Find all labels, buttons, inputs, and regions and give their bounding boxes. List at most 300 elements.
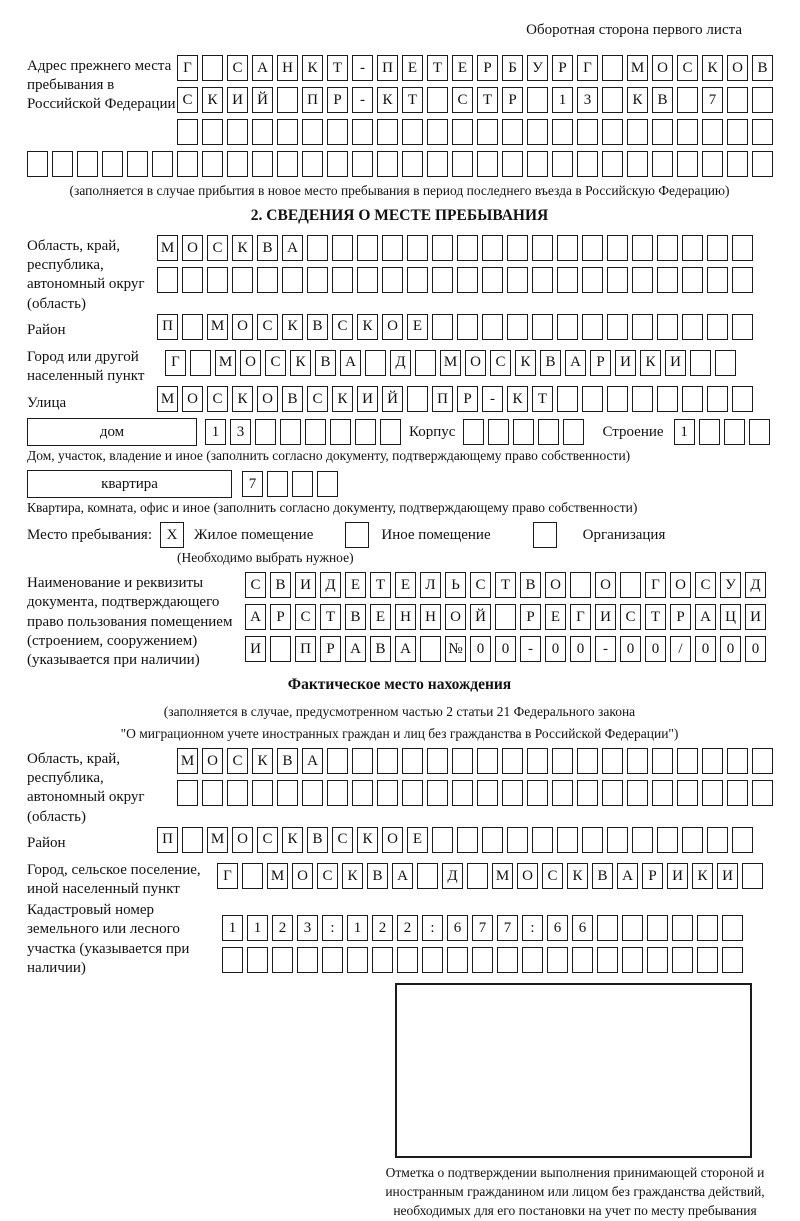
char-cell[interactable] xyxy=(647,915,668,941)
char-cell[interactable]: 0 xyxy=(545,636,566,662)
char-cell[interactable] xyxy=(507,267,528,293)
char-cell[interactable] xyxy=(647,947,668,973)
char-cell[interactable]: А xyxy=(392,863,413,889)
char-cell[interactable] xyxy=(627,119,648,145)
char-cell[interactable] xyxy=(607,314,628,340)
char-cell[interactable] xyxy=(432,314,453,340)
char-cell[interactable] xyxy=(477,748,498,774)
char-cell[interactable]: - xyxy=(482,386,503,412)
char-cell[interactable] xyxy=(582,314,603,340)
char-cell[interactable] xyxy=(652,119,673,145)
checkbox-inoe[interactable] xyxy=(345,522,369,548)
char-cell[interactable] xyxy=(277,780,298,806)
char-cell[interactable]: 1 xyxy=(552,87,573,113)
char-cell[interactable]: Г xyxy=(165,350,186,376)
char-cell[interactable] xyxy=(582,235,603,261)
char-cell[interactable] xyxy=(482,314,503,340)
kvartira-box[interactable]: квартира xyxy=(27,470,232,498)
char-cell[interactable] xyxy=(602,87,623,113)
char-cell[interactable] xyxy=(752,748,773,774)
char-cell[interactable]: 7 xyxy=(472,915,493,941)
char-cell[interactable] xyxy=(257,267,278,293)
char-cell[interactable] xyxy=(477,151,498,177)
char-cell[interactable] xyxy=(327,780,348,806)
char-cell[interactable]: Г xyxy=(217,863,238,889)
char-cell[interactable]: С xyxy=(490,350,511,376)
char-cell[interactable] xyxy=(532,314,553,340)
char-cell[interactable]: В xyxy=(315,350,336,376)
char-cell[interactable] xyxy=(627,151,648,177)
char-cell[interactable]: У xyxy=(720,572,741,598)
char-cell[interactable] xyxy=(297,947,318,973)
char-cell[interactable]: У xyxy=(527,55,548,81)
char-cell[interactable] xyxy=(282,267,303,293)
char-cell[interactable] xyxy=(607,827,628,853)
char-cell[interactable] xyxy=(382,235,403,261)
char-cell[interactable] xyxy=(632,267,653,293)
char-cell[interactable] xyxy=(682,235,703,261)
char-cell[interactable]: Т xyxy=(645,604,666,630)
char-cell[interactable] xyxy=(227,151,248,177)
char-cell[interactable]: Д xyxy=(320,572,341,598)
char-cell[interactable]: К xyxy=(232,386,253,412)
char-cell[interactable] xyxy=(502,151,523,177)
char-cell[interactable] xyxy=(657,827,678,853)
char-cell[interactable] xyxy=(572,947,593,973)
char-cell[interactable]: 3 xyxy=(230,419,251,445)
char-cell[interactable] xyxy=(707,235,728,261)
char-cell[interactable] xyxy=(527,151,548,177)
char-cell[interactable] xyxy=(682,386,703,412)
char-cell[interactable] xyxy=(727,87,748,113)
char-cell[interactable] xyxy=(477,119,498,145)
char-cell[interactable]: С xyxy=(257,314,278,340)
char-cell[interactable] xyxy=(602,119,623,145)
char-cell[interactable] xyxy=(602,780,623,806)
char-cell[interactable]: Р xyxy=(552,55,573,81)
char-cell[interactable]: А xyxy=(565,350,586,376)
char-cell[interactable]: - xyxy=(352,87,373,113)
char-cell[interactable]: 0 xyxy=(745,636,766,662)
char-cell[interactable]: Е xyxy=(407,827,428,853)
char-cell[interactable] xyxy=(252,119,273,145)
char-cell[interactable]: К xyxy=(357,314,378,340)
char-cell[interactable]: 1 xyxy=(674,419,695,445)
char-cell[interactable] xyxy=(527,780,548,806)
char-cell[interactable] xyxy=(627,780,648,806)
char-cell[interactable] xyxy=(327,151,348,177)
char-cell[interactable]: К xyxy=(515,350,536,376)
char-cell[interactable] xyxy=(632,314,653,340)
char-cell[interactable]: А xyxy=(282,235,303,261)
char-cell[interactable]: М xyxy=(440,350,461,376)
char-cell[interactable]: Т xyxy=(477,87,498,113)
char-cell[interactable] xyxy=(522,947,543,973)
char-cell[interactable]: Б xyxy=(502,55,523,81)
char-cell[interactable]: Д xyxy=(745,572,766,598)
char-cell[interactable] xyxy=(252,151,273,177)
char-cell[interactable] xyxy=(577,748,598,774)
char-cell[interactable] xyxy=(270,636,291,662)
char-cell[interactable] xyxy=(732,314,753,340)
char-cell[interactable] xyxy=(472,947,493,973)
char-cell[interactable] xyxy=(182,827,203,853)
char-cell[interactable] xyxy=(532,827,553,853)
char-cell[interactable] xyxy=(697,915,718,941)
char-cell[interactable] xyxy=(577,119,598,145)
char-cell[interactable]: А xyxy=(340,350,361,376)
char-cell[interactable]: П xyxy=(295,636,316,662)
char-cell[interactable] xyxy=(752,780,773,806)
char-cell[interactable]: С xyxy=(177,87,198,113)
char-cell[interactable]: М xyxy=(215,350,236,376)
char-cell[interactable]: В xyxy=(277,748,298,774)
char-cell[interactable]: 1 xyxy=(347,915,368,941)
char-cell[interactable]: 7 xyxy=(702,87,723,113)
char-cell[interactable]: П xyxy=(302,87,323,113)
char-cell[interactable]: Ь xyxy=(445,572,466,598)
char-cell[interactable]: В xyxy=(370,636,391,662)
char-cell[interactable]: А xyxy=(617,863,638,889)
char-cell[interactable] xyxy=(652,748,673,774)
char-cell[interactable]: О xyxy=(595,572,616,598)
char-cell[interactable] xyxy=(597,915,618,941)
char-cell[interactable] xyxy=(477,780,498,806)
char-cell[interactable]: С xyxy=(470,572,491,598)
char-cell[interactable] xyxy=(532,235,553,261)
char-cell[interactable] xyxy=(557,235,578,261)
char-cell[interactable]: Д xyxy=(442,863,463,889)
char-cell[interactable] xyxy=(547,947,568,973)
char-cell[interactable]: К xyxy=(282,827,303,853)
char-cell[interactable] xyxy=(702,780,723,806)
char-cell[interactable]: С xyxy=(227,748,248,774)
char-cell[interactable]: О xyxy=(232,827,253,853)
char-cell[interactable]: К xyxy=(377,87,398,113)
char-cell[interactable]: 3 xyxy=(577,87,598,113)
char-cell[interactable]: № xyxy=(445,636,466,662)
char-cell[interactable] xyxy=(357,235,378,261)
char-cell[interactable]: 0 xyxy=(495,636,516,662)
char-cell[interactable] xyxy=(677,119,698,145)
char-cell[interactable] xyxy=(482,827,503,853)
char-cell[interactable]: 0 xyxy=(645,636,666,662)
char-cell[interactable] xyxy=(427,748,448,774)
char-cell[interactable]: С xyxy=(295,604,316,630)
char-cell[interactable] xyxy=(152,151,173,177)
char-cell[interactable] xyxy=(752,119,773,145)
char-cell[interactable] xyxy=(177,780,198,806)
char-cell[interactable] xyxy=(607,386,628,412)
char-cell[interactable]: 0 xyxy=(695,636,716,662)
char-cell[interactable]: М xyxy=(157,386,178,412)
char-cell[interactable] xyxy=(452,151,473,177)
char-cell[interactable] xyxy=(380,419,401,445)
char-cell[interactable] xyxy=(727,780,748,806)
char-cell[interactable] xyxy=(727,748,748,774)
char-cell[interactable]: 2 xyxy=(372,915,393,941)
char-cell[interactable] xyxy=(602,748,623,774)
char-cell[interactable] xyxy=(507,235,528,261)
char-cell[interactable]: Р xyxy=(477,55,498,81)
char-cell[interactable] xyxy=(502,119,523,145)
char-cell[interactable] xyxy=(317,471,338,497)
char-cell[interactable]: К xyxy=(507,386,528,412)
char-cell[interactable] xyxy=(552,780,573,806)
char-cell[interactable]: О xyxy=(257,386,278,412)
char-cell[interactable]: О xyxy=(652,55,673,81)
char-cell[interactable] xyxy=(463,419,484,445)
char-cell[interactable] xyxy=(352,151,373,177)
char-cell[interactable]: Н xyxy=(420,604,441,630)
char-cell[interactable]: Й xyxy=(470,604,491,630)
char-cell[interactable]: С xyxy=(452,87,473,113)
char-cell[interactable]: В xyxy=(345,604,366,630)
char-cell[interactable] xyxy=(732,235,753,261)
char-cell[interactable]: Т xyxy=(370,572,391,598)
char-cell[interactable]: 0 xyxy=(620,636,641,662)
char-cell[interactable]: Т xyxy=(402,87,423,113)
char-cell[interactable] xyxy=(563,419,584,445)
char-cell[interactable] xyxy=(538,419,559,445)
char-cell[interactable]: / xyxy=(670,636,691,662)
char-cell[interactable] xyxy=(752,151,773,177)
char-cell[interactable] xyxy=(222,947,243,973)
char-cell[interactable]: С xyxy=(245,572,266,598)
char-cell[interactable] xyxy=(657,235,678,261)
char-cell[interactable] xyxy=(722,915,743,941)
char-cell[interactable] xyxy=(182,314,203,340)
char-cell[interactable]: В xyxy=(270,572,291,598)
char-cell[interactable] xyxy=(677,151,698,177)
char-cell[interactable] xyxy=(252,780,273,806)
char-cell[interactable]: И xyxy=(745,604,766,630)
char-cell[interactable] xyxy=(697,947,718,973)
char-cell[interactable]: 1 xyxy=(247,915,268,941)
char-cell[interactable] xyxy=(267,471,288,497)
char-cell[interactable] xyxy=(77,151,98,177)
char-cell[interactable]: О xyxy=(382,314,403,340)
char-cell[interactable] xyxy=(532,267,553,293)
char-cell[interactable] xyxy=(657,386,678,412)
char-cell[interactable]: : xyxy=(422,915,443,941)
char-cell[interactable]: И xyxy=(227,87,248,113)
char-cell[interactable]: О xyxy=(240,350,261,376)
char-cell[interactable]: В xyxy=(282,386,303,412)
char-cell[interactable] xyxy=(702,119,723,145)
char-cell[interactable] xyxy=(732,267,753,293)
char-cell[interactable]: О xyxy=(182,235,203,261)
char-cell[interactable] xyxy=(502,780,523,806)
char-cell[interactable]: К xyxy=(640,350,661,376)
char-cell[interactable] xyxy=(242,863,263,889)
char-cell[interactable]: : xyxy=(522,915,543,941)
char-cell[interactable] xyxy=(672,947,693,973)
char-cell[interactable] xyxy=(427,780,448,806)
char-cell[interactable]: Т xyxy=(495,572,516,598)
char-cell[interactable] xyxy=(227,119,248,145)
char-cell[interactable]: Н xyxy=(277,55,298,81)
char-cell[interactable] xyxy=(482,267,503,293)
char-cell[interactable]: С xyxy=(695,572,716,598)
char-cell[interactable]: М xyxy=(157,235,178,261)
char-cell[interactable]: С xyxy=(227,55,248,81)
char-cell[interactable]: К xyxy=(252,748,273,774)
char-cell[interactable] xyxy=(402,119,423,145)
char-cell[interactable]: 6 xyxy=(447,915,468,941)
char-cell[interactable] xyxy=(417,863,438,889)
char-cell[interactable] xyxy=(330,419,351,445)
char-cell[interactable] xyxy=(727,119,748,145)
char-cell[interactable] xyxy=(570,572,591,598)
char-cell[interactable] xyxy=(277,119,298,145)
char-cell[interactable]: Т xyxy=(532,386,553,412)
char-cell[interactable]: К xyxy=(692,863,713,889)
char-cell[interactable]: К xyxy=(232,235,253,261)
char-cell[interactable]: В xyxy=(307,314,328,340)
char-cell[interactable]: К xyxy=(567,863,588,889)
char-cell[interactable] xyxy=(657,267,678,293)
char-cell[interactable] xyxy=(652,151,673,177)
char-cell[interactable]: Й xyxy=(382,386,403,412)
char-cell[interactable]: С xyxy=(207,386,228,412)
char-cell[interactable] xyxy=(627,748,648,774)
char-cell[interactable] xyxy=(632,386,653,412)
char-cell[interactable] xyxy=(427,151,448,177)
char-cell[interactable] xyxy=(632,827,653,853)
char-cell[interactable] xyxy=(577,780,598,806)
char-cell[interactable]: Т xyxy=(427,55,448,81)
char-cell[interactable] xyxy=(707,267,728,293)
char-cell[interactable]: - xyxy=(595,636,616,662)
char-cell[interactable] xyxy=(305,419,326,445)
char-cell[interactable] xyxy=(202,55,223,81)
char-cell[interactable] xyxy=(190,350,211,376)
char-cell[interactable] xyxy=(724,419,745,445)
char-cell[interactable] xyxy=(742,863,763,889)
char-cell[interactable]: К xyxy=(290,350,311,376)
char-cell[interactable]: И xyxy=(295,572,316,598)
char-cell[interactable]: П xyxy=(432,386,453,412)
char-cell[interactable] xyxy=(407,267,428,293)
char-cell[interactable]: О xyxy=(545,572,566,598)
char-cell[interactable] xyxy=(427,87,448,113)
char-cell[interactable]: К xyxy=(627,87,648,113)
char-cell[interactable]: М xyxy=(177,748,198,774)
char-cell[interactable]: Д xyxy=(390,350,411,376)
char-cell[interactable]: М xyxy=(627,55,648,81)
char-cell[interactable]: Л xyxy=(420,572,441,598)
char-cell[interactable]: В xyxy=(520,572,541,598)
char-cell[interactable]: 6 xyxy=(547,915,568,941)
char-cell[interactable] xyxy=(302,151,323,177)
char-cell[interactable]: Г xyxy=(177,55,198,81)
char-cell[interactable]: Е xyxy=(370,604,391,630)
char-cell[interactable] xyxy=(552,151,573,177)
char-cell[interactable] xyxy=(682,314,703,340)
char-cell[interactable]: : xyxy=(322,915,343,941)
char-cell[interactable] xyxy=(332,235,353,261)
char-cell[interactable]: И xyxy=(665,350,686,376)
char-cell[interactable] xyxy=(715,350,736,376)
char-cell[interactable]: Р xyxy=(270,604,291,630)
char-cell[interactable]: В xyxy=(307,827,328,853)
char-cell[interactable] xyxy=(420,636,441,662)
char-cell[interactable] xyxy=(397,947,418,973)
char-cell[interactable] xyxy=(452,780,473,806)
char-cell[interactable]: 2 xyxy=(397,915,418,941)
char-cell[interactable]: С xyxy=(207,235,228,261)
char-cell[interactable] xyxy=(707,314,728,340)
char-cell[interactable] xyxy=(722,947,743,973)
char-cell[interactable] xyxy=(602,55,623,81)
checkbox-zhiloe[interactable]: X xyxy=(160,522,184,548)
char-cell[interactable] xyxy=(457,314,478,340)
char-cell[interactable]: И xyxy=(615,350,636,376)
char-cell[interactable] xyxy=(202,119,223,145)
char-cell[interactable] xyxy=(607,235,628,261)
char-cell[interactable] xyxy=(127,151,148,177)
char-cell[interactable] xyxy=(357,267,378,293)
char-cell[interactable]: О xyxy=(202,748,223,774)
char-cell[interactable]: К xyxy=(357,827,378,853)
char-cell[interactable]: 6 xyxy=(572,915,593,941)
char-cell[interactable]: О xyxy=(465,350,486,376)
char-cell[interactable] xyxy=(622,947,643,973)
char-cell[interactable] xyxy=(707,386,728,412)
char-cell[interactable] xyxy=(347,947,368,973)
char-cell[interactable] xyxy=(727,151,748,177)
char-cell[interactable] xyxy=(202,780,223,806)
char-cell[interactable]: Е xyxy=(402,55,423,81)
char-cell[interactable]: 1 xyxy=(205,419,226,445)
char-cell[interactable]: В xyxy=(367,863,388,889)
char-cell[interactable] xyxy=(482,235,503,261)
char-cell[interactable] xyxy=(752,87,773,113)
char-cell[interactable] xyxy=(307,267,328,293)
char-cell[interactable]: А xyxy=(695,604,716,630)
char-cell[interactable]: О xyxy=(517,863,538,889)
char-cell[interactable] xyxy=(182,267,203,293)
char-cell[interactable] xyxy=(352,780,373,806)
char-cell[interactable]: Е xyxy=(395,572,416,598)
char-cell[interactable] xyxy=(365,350,386,376)
char-cell[interactable] xyxy=(597,947,618,973)
char-cell[interactable] xyxy=(497,947,518,973)
char-cell[interactable]: В xyxy=(257,235,278,261)
char-cell[interactable]: С xyxy=(677,55,698,81)
char-cell[interactable] xyxy=(157,267,178,293)
char-cell[interactable]: А xyxy=(302,748,323,774)
char-cell[interactable]: С xyxy=(257,827,278,853)
char-cell[interactable] xyxy=(277,87,298,113)
char-cell[interactable] xyxy=(602,151,623,177)
char-cell[interactable] xyxy=(422,947,443,973)
char-cell[interactable]: Е xyxy=(407,314,428,340)
char-cell[interactable]: И xyxy=(245,636,266,662)
char-cell[interactable] xyxy=(632,235,653,261)
char-cell[interactable]: Р xyxy=(670,604,691,630)
char-cell[interactable] xyxy=(377,748,398,774)
char-cell[interactable]: М xyxy=(207,827,228,853)
char-cell[interactable]: Р xyxy=(642,863,663,889)
char-cell[interactable]: М xyxy=(267,863,288,889)
char-cell[interactable]: М xyxy=(207,314,228,340)
char-cell[interactable]: 1 xyxy=(222,915,243,941)
char-cell[interactable] xyxy=(415,350,436,376)
char-cell[interactable] xyxy=(407,386,428,412)
char-cell[interactable]: В xyxy=(752,55,773,81)
